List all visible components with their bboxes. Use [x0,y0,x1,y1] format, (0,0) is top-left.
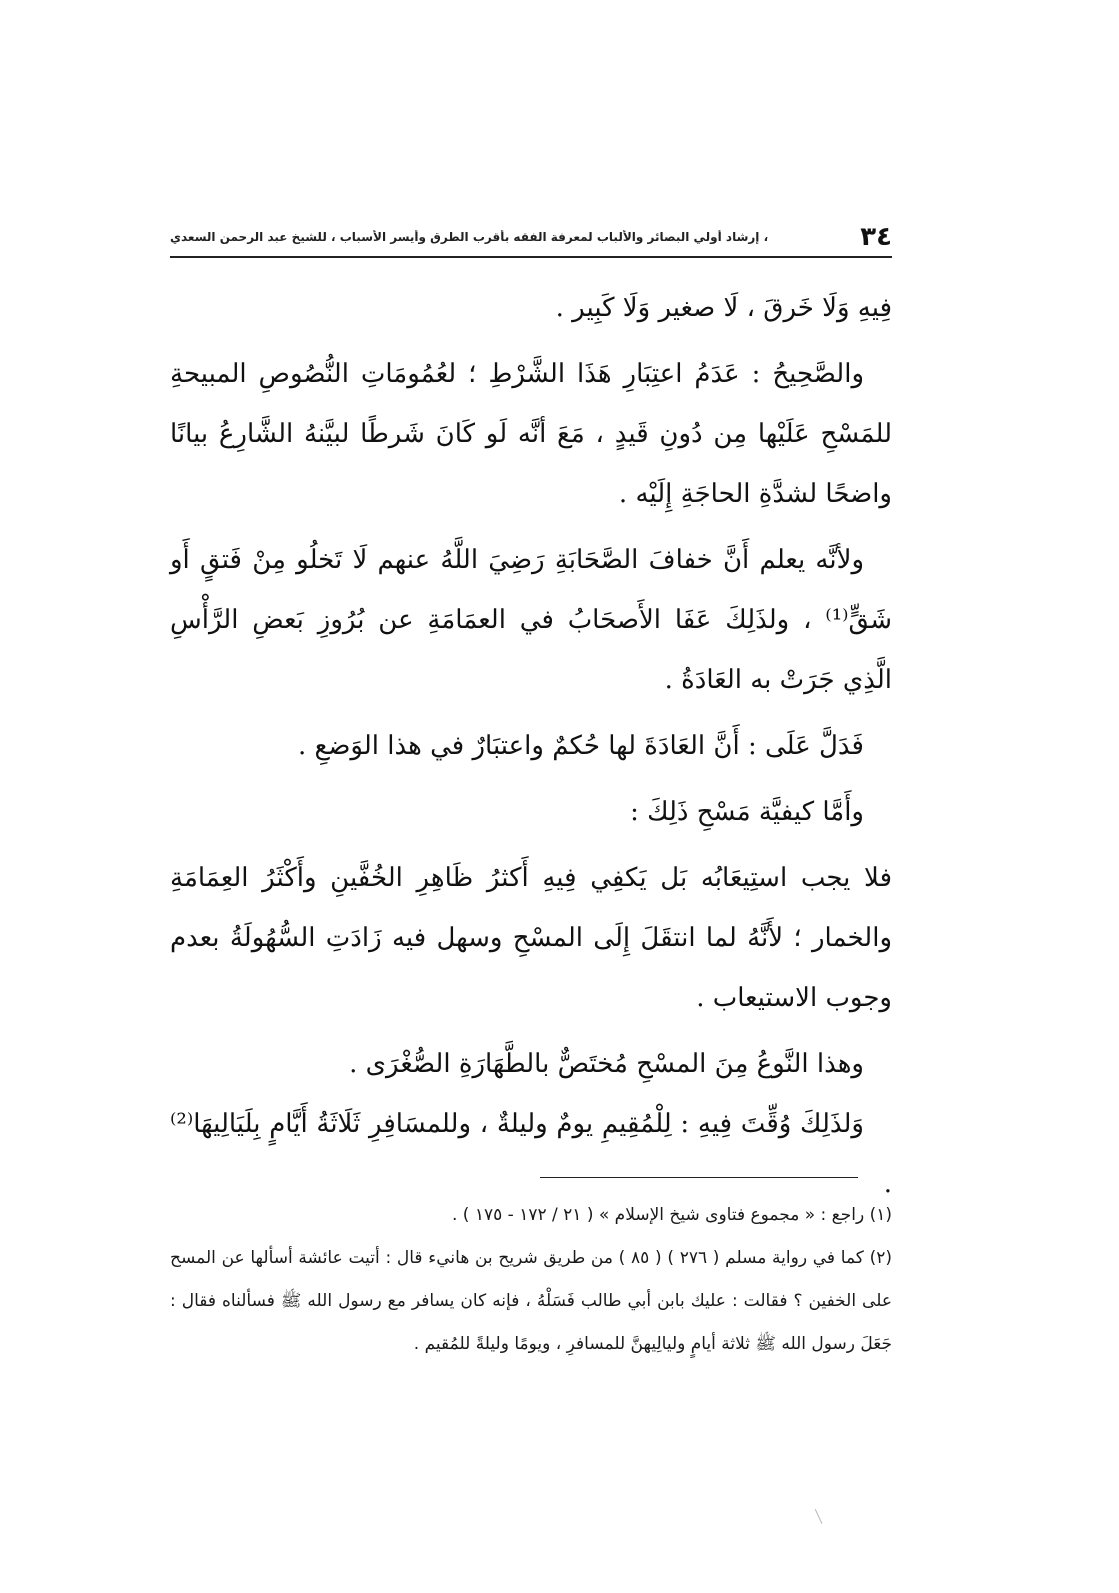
main-text [170,278,892,1214]
footnote-2: (٢) كما في رواية مسلم ( ٢٧٦ ) ( ٨٥ ) من طريق شريح بن هانيء قال : أتيت عائشة أسألها عن المسح على الخفين ؟ فقالت : عليك بابن أبي طالب فَسَلْهُ ، فإنه كان يسافر مع رسول الله ﷺ فسألناه فقال : جَعَلَ رسول الله ﷺ ثلاثة أيامٍ وليالِيهنَّ للمسافرِ ، ويومًا وليلةً للمُقيم . [170,1248,892,1354]
page-header [170,222,892,252]
header-rule [170,256,892,258]
footnotes [170,1194,892,1366]
section-heading: وأَمَّا كيفيَّة مَسْحِ ذَلِكَ : [630,797,864,827]
page-number: ٣٤ [860,222,892,252]
paragraph: فلا يجب استِيعَابُه بَل يَكفِي فِيهِ أَكثرُ ظَاهِرِ الخُفَّينِ وأَكْثَرُ العِمَامَةِ والخمار ؛ لأَنَّهُ لما انتقَلَ إِلَى المسْحِ وسهل فيه زَادَتِ السُّهُولَةُ بعدم وجوب الاستيعاب . [170,863,892,1013]
paragraph: فَدَلَّ عَلَى : أَنَّ العَادَةَ لها حُكمٌ واعتبَارٌ في هذا الوَضعِ . [297,731,864,761]
paragraph: ولأنَّه يعلم أَنَّ خفافَ الصَّحَابَةِ رَضِيَ اللَّهُ عنهم لَا تَخلُو مِنْ فَتقٍ أَو شَقٍّ⁽¹⁾ ، ولذَلِكَ عَفَا الأَصحَابُ في العمَامَةِ عن بُرُوزِ بَعضِ الرَّأْسِ الَّذِي جَرَتْ به العَادَةُ . [170,545,892,695]
footnote-1: (١) راجع : « مجموع فتاوى شيخ الإسلام » ( ٢١ / ١٧٢ - ١٧٥ ) . [452,1205,892,1225]
paragraph: وَلذَلِكَ وُقِّتَ فِيهِ : لِلْمُقِيمِ يومٌ وليلةٌ ، وللمسَافِرِ ثَلَاثَةُ أَيَّامٍ بِلَيَالِيهَا⁽²⁾ . [170,1109,892,1199]
paragraph: فِيهِ وَلَا خَرقَ ، لَا صغير وَلَا كَبِير . [555,293,892,323]
paragraph: وهذا النَّوعُ مِنَ المسْحِ مُختَصٌّ بالطَّهَارَةِ الصُّغْرَى . [349,1049,864,1079]
footnote-separator [540,1177,858,1178]
scan-mark [815,1508,824,1524]
paragraph: والصَّحِيحُ : عَدَمُ اعتِبَارِ هَذَا الشَّرْطِ ؛ لعُمُومَاتِ النُّصُوصِ المبيحةِ للمَسْحِ عَلَيْها مِن دُونِ قَيدٍ ، مَعَ أنَّه لَو كَانَ شَرطًا لبيَّنهُ الشَّارِعُ بيانًا واضحًا لشدَّةِ الحاجَةِ إِلَيْه . [170,359,892,509]
running-title: ، إرشاد أولي البصائر والألباب لمعرفة الفقه بأقرب الطرق وأيسر الأسباب ، للشيخ عبد الرحمن السعدي [170,230,769,244]
